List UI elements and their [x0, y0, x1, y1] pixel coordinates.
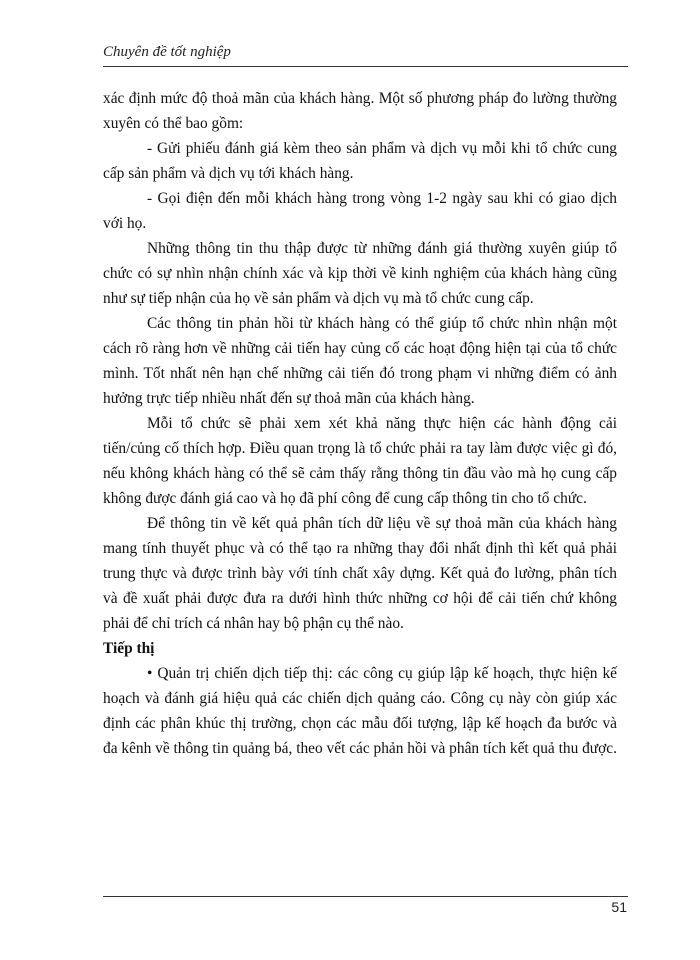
- dash-item: - Gửi phiếu đánh giá kèm theo sản phẩm và dịch vụ mỗi khi tổ chức cung cấp sản phẩm và dịch vụ tới khách hàng.: [103, 140, 617, 182]
- bullet-paragraph: • Quản trị chiến dịch tiếp thị: các công cụ giúp lập kế hoạch, thực hiện kế hoạch và đánh giá hiệu quả các chiến dịch quảng cáo. Công cụ này còn giúp xác định các phân khúc thị trường, chọn các mẫu đối tượng, lập kế hoạch đa bước và đa kênh về thông tin quảng bá, theo vết các phản hồi và phân tích kết quả thu được.: [103, 665, 617, 757]
- paragraph: Để thông tin về kết quả phân tích dữ liệu về sự thoả mãn của khách hàng mang tính thuyết phục và có thể tạo ra những thay đổi nhất định thì kết quả phải trung thực và được trình bày với tính chất xây dựng. Kết quả đo lường, phân tích và đề xuất phải được đưa ra dưới hình thức những cơ hội để cải tiến chứ không phải để chỉ trích cá nhân hay bộ phận cụ thể nào.: [103, 515, 617, 632]
- section-heading: Tiếp thị: [103, 640, 155, 657]
- page-header-title: Chuyên đề tốt nghiệp: [103, 44, 231, 60]
- document-body: [103, 86, 617, 761]
- page-number: 51: [611, 899, 627, 915]
- paragraph: Mỗi tổ chức sẽ phải xem xét khả năng thực hiện các hành động cải tiến/củng cố thích hợp. Điều quan trọng là tổ chức phải ra tay làm được việc gì đó, nếu không khách hàng có thể sẽ cảm thấy rằng thông tin đầu vào mà họ cung cấp không được đánh giá cao và họ đã phí công để cung cấp thông tin cho tổ chức.: [103, 415, 617, 507]
- header-divider: [103, 66, 628, 67]
- paragraph: Các thông tin phản hồi từ khách hàng có thể giúp tổ chức nhìn nhận một cách rõ ràng hơn về những cải tiến hay củng cố các hoạt động hiện tại của tổ chức mình. Tốt nhất nên hạn chế những cải tiến đó trong phạm vi những điểm có ảnh hưởng trực tiếp nhiều nhất đến sự thoả mãn của khách hàng.: [103, 315, 617, 407]
- dash-item: - Gọi điện đến mỗi khách hàng trong vòng 1-2 ngày sau khi có giao dịch với họ.: [103, 190, 617, 232]
- footer-divider: [103, 896, 628, 897]
- paragraph: Những thông tin thu thập được từ những đánh giá thường xuyên giúp tổ chức có sự nhìn nhận chính xác và kịp thời về kinh nghiệm của khách hàng cũng như sự tiếp nhận của họ về sản phẩm và dịch vụ mà tổ chức cung cấp.: [103, 240, 617, 307]
- paragraph-continuation: xác định mức độ thoả mãn của khách hàng. Một số phương pháp đo lường thường xuyên có thể bao gồm:: [103, 90, 617, 132]
